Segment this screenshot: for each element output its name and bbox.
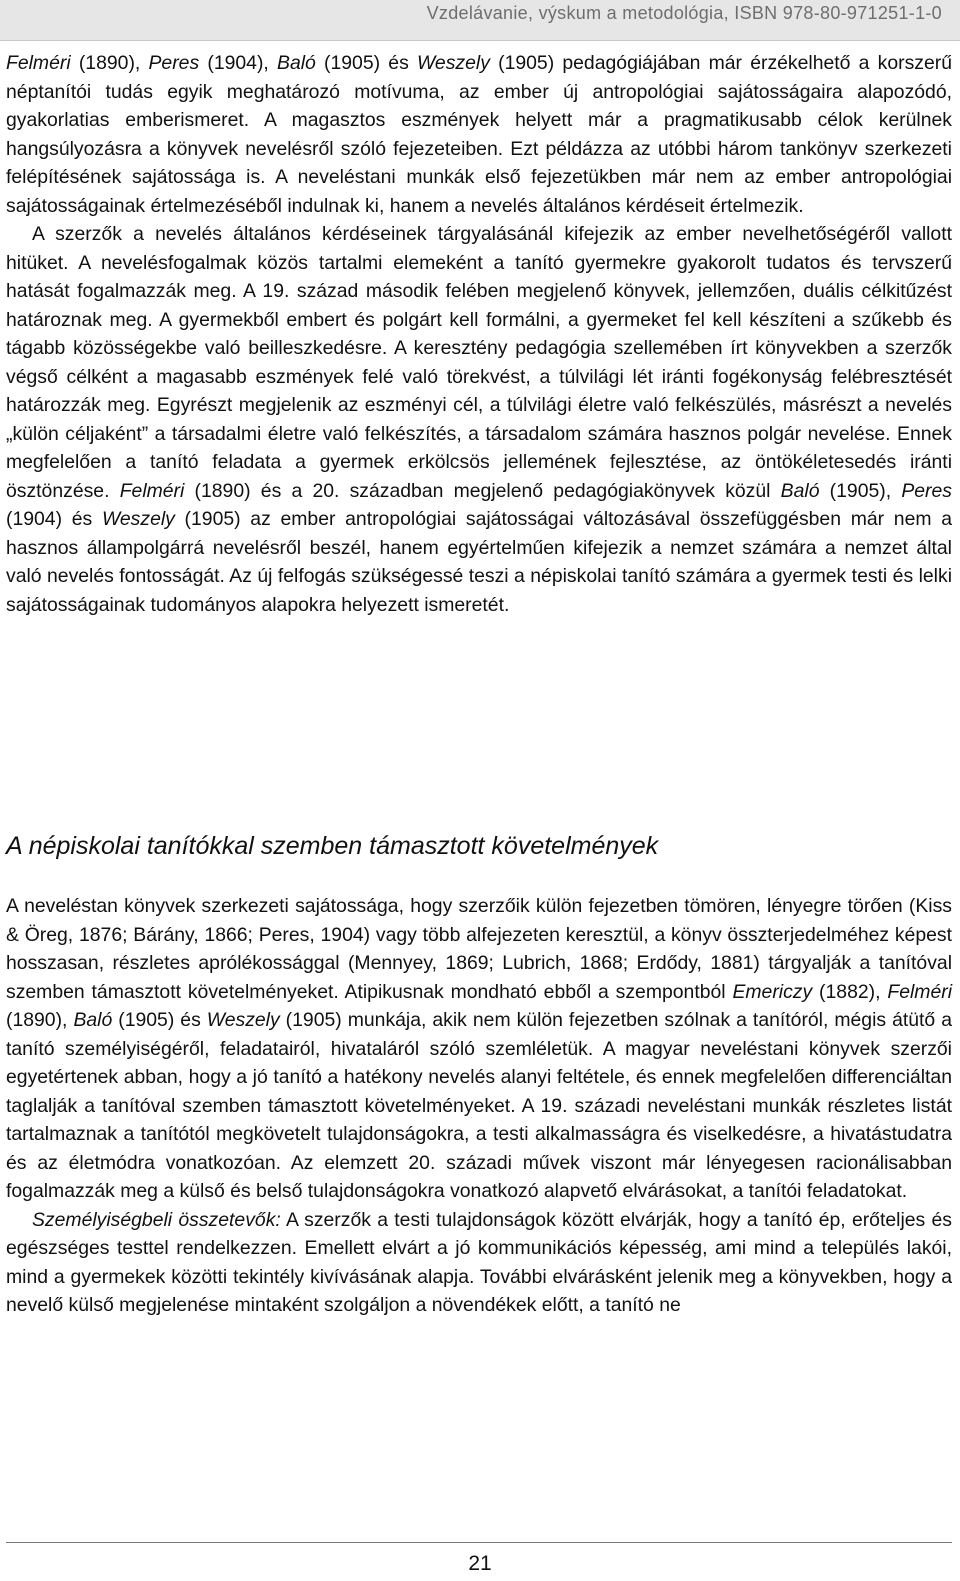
page-header <box>0 0 960 41</box>
paragraph: Felméri (1890), Peres (1904), Baló (1905) és Weszely (1905) pedagógiájában már érzékelhető a korszerű néptanítói tudás egyik meghatározó motívuma, az ember új antropológiai sajátosságaira alapozódó, gyakorlatias emberismeret. A magasztos eszmények helyett már a pragmatikusabb célok kerülnek hangsúlyozásra a könyvek nevelésről szóló fejezeteiben. Ezt példázza az utóbbi három tankönyv szerkezeti felépítésének sajátossága is. A neveléstani munkák első fejezetükben már nem az ember antropológiai sajátosságainak értelmezéséből indulnak ki, hanem a nevelés általános kérdéseit értelmezik. <box>6 52 952 217</box>
section-requirements <box>6 892 952 1320</box>
italic-text: Emericzy <box>732 980 813 1003</box>
italic-text: Peres <box>148 52 200 74</box>
paragraph: A neveléstan könyvek szerkezeti sajátossága, hogy szerzőik külön fejezetben tömören, lényegre törően (Kiss & Öreg, 1876; Bárány, 1866; Peres, 1904) vagy több alfejezeten keresztül, a könyv összterjedelméhez képest hosszasan, részletes aprólékossággal (Mennyey, 1869; Lubrich, 1868; Erdődy, 1881) tárgyalják a tanítóval szemben támasztott követelményeket. Atipikusnak mondható ebből a szempontból Emericzy (1882), Felméri (1890), Baló (1905) és Weszely (1905) munkája, akik nem külön fejezetben szólnak a tanítóról, mégis átütő a tanító személyiségéről, feladatairól, hivataláról szóló szemléletük. A magyar neveléstani könyvek szerzői egyetértenek abban, hogy a jó tanító a hatékony nevelés alanyi feltétele, és ennek megfelelően differenciáltan taglalják a tanítóval szemben támasztott követelményeket. A 19. századi neveléstani munkák részletes listát tartalmaznak a tanítótól megkövetelt tulajdonságokra, a testi alkalmasságra és viselkedésre, a hivatástudatra és az életmódra vonatkozóan. Az elemzett 20. századi művek viszont már lényegesen racionálisabban fogalmazzák meg a külső és belső tulajdonságokra vonatkozó alapvető elvárásokat, a tanítói feladatokat. <box>6 895 952 1202</box>
italic-text: Weszely <box>416 52 490 74</box>
paragraph: Személyiségbeli összetevők: A szerzők a testi tulajdonságok között elvárják, hogy a tanító ép, erőteljes és egészséges testtel rendelkezzen. Emellett elvárt a jó kommunikációs képesség, ami mind a település lakói, mind a gyermekek közötti tekintély kivívásának alapja. További elvárásként jelenik meg a könyvekben, hogy a nevelő külső megjelenése mintaként szolgáljon a növendékek előtt, a tanító ne <box>6 1208 952 1316</box>
italic-text: Felméri <box>887 980 952 1003</box>
paragraph: A szerzők a nevelés általános kérdéseinek tárgyalásánál kifejezik az ember nevelhetőségéről vallott hitüket. A nevelésfogalmak közös tartalmi elemeként a tanító gyermekre gyakorolt tudatos és tervszerű hatását fogalmazzák meg. A 19. század második felében megjelenő könyvek, jellemzően, duális célkitűzést határoznak meg. A gyermekből embert és polgárt kell formálni, a gyermeket fel kell készíteni a szűkebb és tágabb közösségekbe való beilleszkedésre. A keresztény pedagógia szellemében írt könyvekben a szerzők végső célként a magasabb eszmények felé való törekvést, a túlvilági lét iránti fogékonyság felébresztését határozzák meg. Egyrészt megjelenik az eszményi cél, a túlvilági életre való felkészülés, másrészt a nevelés „külön céljaként” a társadalmi életre való felkészítés, a társadalom számára hasznos polgár nevelése. Ennek megfelelően a tanító feladata a gyermek erkölcsös jellemének fejlesztése, az öntökéletesedés iránti ösztönzése. Felméri (1890) és a 20. században megjelenő pedagógiakönyvek közül Baló (1905), Peres (1904) és Weszely (1905) az ember antropológiai sajátosságai változásával összefüggésben már nem a hasznos állampolgárrá nevelésről beszél, hanem egyértelműen kifejezik a nemzet számára a nemzet által való nevelés fontosságát. Az új felfogás szükségessé teszi a népiskolai tanító számára a gyermek testi és lelki sajátosságainak tudományos alapokra helyezett ismeretét. <box>6 223 952 616</box>
italic-text: Baló <box>73 1009 113 1031</box>
italic-text: Baló <box>780 479 820 502</box>
italic-text: Weszely <box>101 508 175 530</box>
italic-text: Weszely <box>206 1009 280 1031</box>
section-intro <box>6 49 952 619</box>
italic-text: Peres <box>901 479 952 502</box>
italic-text: Felméri <box>119 479 185 502</box>
italic-text: Személyiségbeli összetevők: <box>32 1208 281 1231</box>
italic-text: Baló <box>277 52 316 74</box>
footer-divider <box>6 1542 952 1543</box>
running-title: Vzdelávanie, výskum a metodológia, ISBN 978-80-971251-1-0 <box>426 3 942 23</box>
italic-text: Felméri <box>6 52 71 74</box>
section-heading: A népiskolai tanítókkal szemben támasztott követelmények <box>6 832 659 860</box>
page-number: 21 <box>468 1552 492 1575</box>
